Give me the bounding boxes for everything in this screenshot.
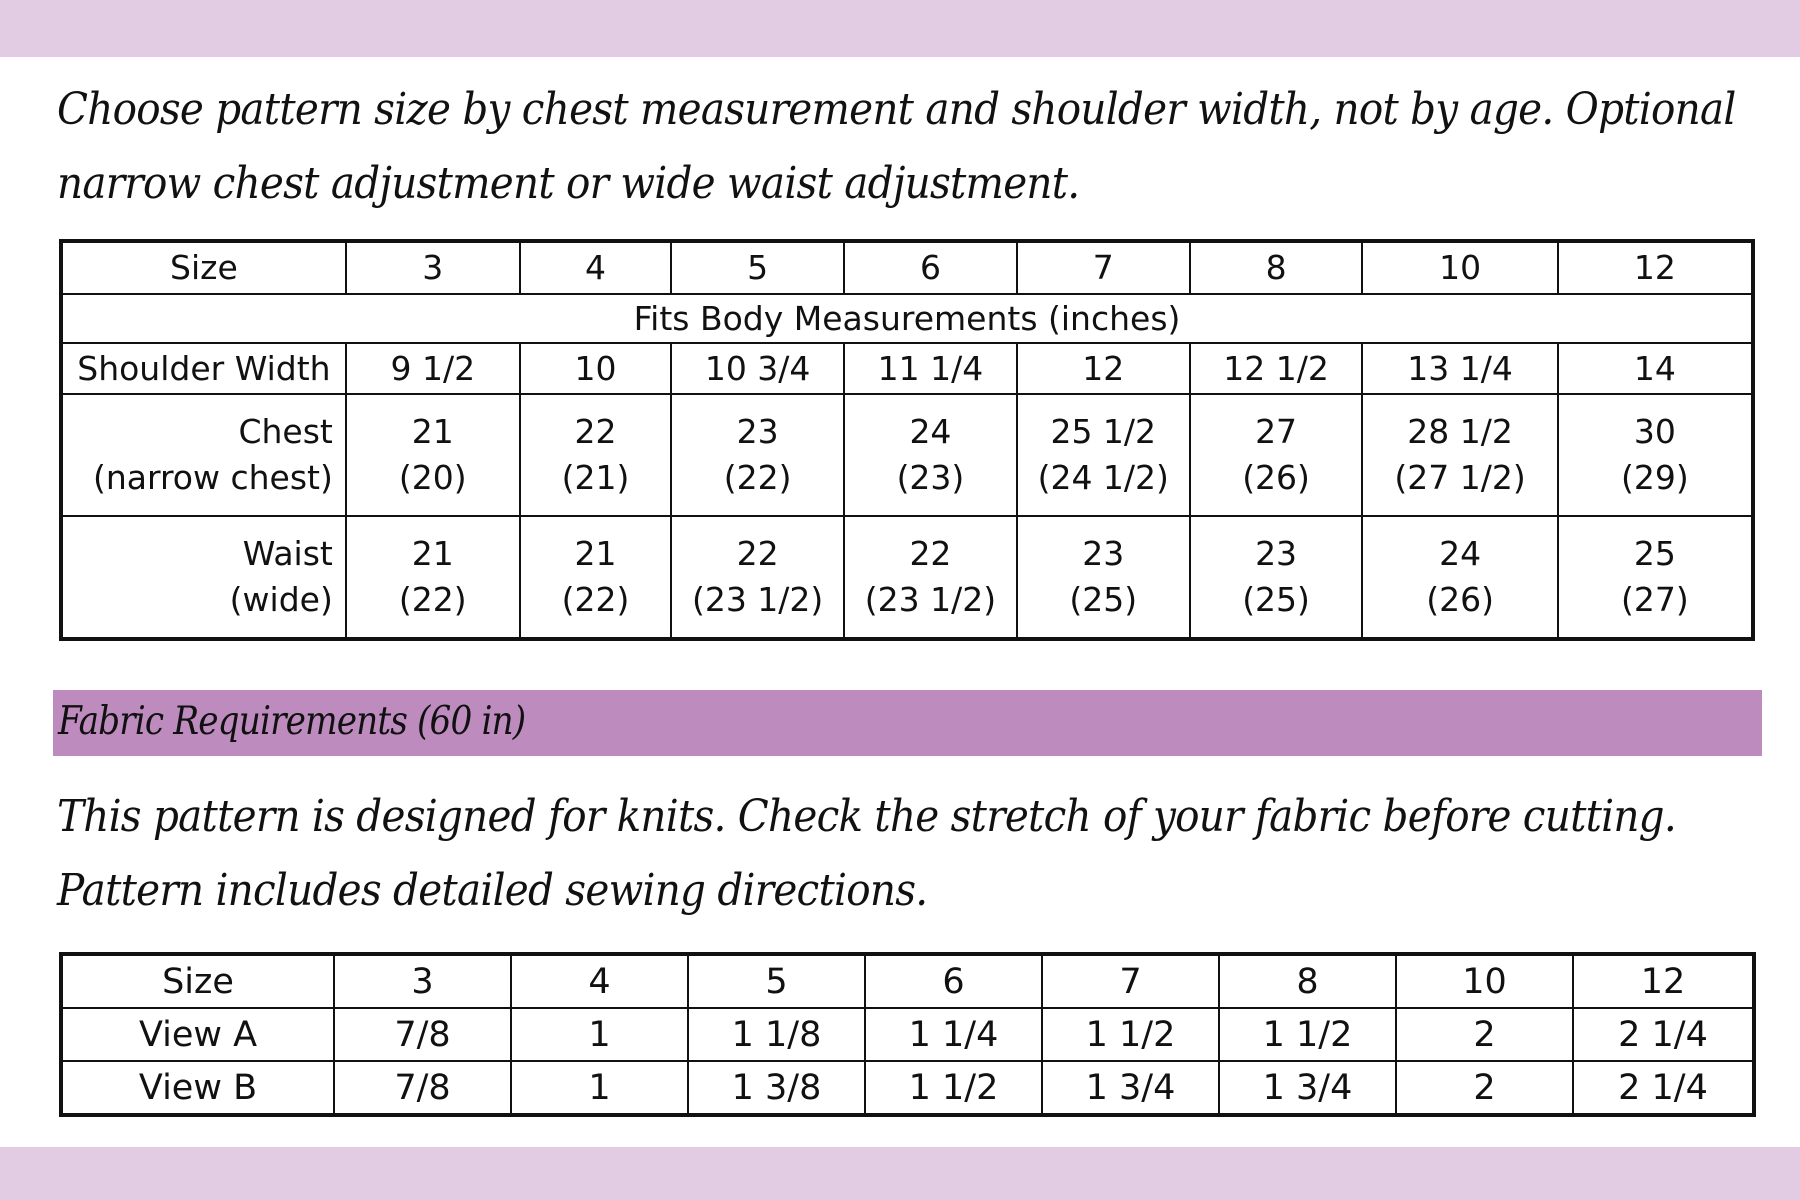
waist-cell: [1017, 516, 1190, 639]
top-band: [0, 0, 1800, 57]
shoulder-cell: 12 1/2: [1190, 343, 1363, 394]
size-cell: 7: [1017, 241, 1190, 294]
chest-value: 27: [1255, 412, 1298, 451]
chest-cell: [1017, 394, 1190, 516]
fabric-size-cell: 4: [511, 954, 688, 1008]
wide-waist-value: (23 1/2): [864, 580, 997, 619]
waist-label-cell: [61, 516, 346, 639]
view-b-cell: 1 1/2: [865, 1061, 1042, 1115]
wide-waist-value: (22): [398, 580, 467, 619]
waist-cell: [1362, 516, 1557, 639]
narrow-chest-value: (23): [896, 458, 965, 497]
shoulder-cell: 11 1/4: [844, 343, 1017, 394]
chest-cell: [1362, 394, 1557, 516]
fabric-requirements-heading-bar: [53, 690, 1762, 756]
wide-waist-label: (wide): [229, 580, 333, 619]
narrow-chest-value: (20): [398, 458, 467, 497]
narrow-chest-value: (22): [723, 458, 792, 497]
notes-line-1: This pattern is designed for knits. Check the stretch of your fabric before cutting.: [57, 791, 1676, 842]
fabric-size-cell: 7: [1042, 954, 1219, 1008]
view-b-cell: 1 3/4: [1042, 1061, 1219, 1115]
fabric-size-cell: 8: [1219, 954, 1396, 1008]
fabric-size-header-label: Size: [61, 954, 334, 1008]
view-b-cell: 2: [1396, 1061, 1573, 1115]
size-cell: 3: [346, 241, 520, 294]
chest-cell: [520, 394, 671, 516]
view-a-cell: 1 1/8: [688, 1008, 865, 1061]
body-measurements-table: [59, 239, 1755, 641]
view-a-label: View A: [61, 1008, 334, 1061]
waist-label: Waist: [242, 534, 333, 573]
bottom-band: [0, 1147, 1800, 1200]
chest-label-cell: [61, 394, 346, 516]
view-a-cell: 1: [511, 1008, 688, 1061]
fabric-size-row: [61, 954, 1754, 1008]
chest-value: 24: [909, 412, 952, 451]
waist-cell: [520, 516, 671, 639]
chest-cell: [346, 394, 520, 516]
view-b-label: View B: [61, 1061, 334, 1115]
view-b-cell: 1: [511, 1061, 688, 1115]
wide-waist-value: (23 1/2): [691, 580, 824, 619]
narrow-chest-label: (narrow chest): [92, 458, 333, 497]
fabric-requirements-heading: Fabric Requirements (60 in): [58, 699, 526, 744]
waist-row: [61, 516, 1753, 639]
chest-cell: [1558, 394, 1753, 516]
shoulder-cell: 14: [1558, 343, 1753, 394]
shoulder-width-row: [61, 343, 1753, 394]
chest-cell: [844, 394, 1017, 516]
chest-cell: [671, 394, 844, 516]
view-a-cell: 7/8: [334, 1008, 511, 1061]
fabric-notes-text: [57, 780, 1676, 928]
fits-body-measurements-heading: Fits Body Measurements (inches): [61, 294, 1753, 343]
chest-row: [61, 394, 1753, 516]
narrow-chest-value: (26): [1242, 458, 1310, 497]
fabric-requirements-table: [59, 952, 1756, 1117]
fabric-size-cell: 10: [1396, 954, 1573, 1008]
narrow-chest-value: (27 1/2): [1394, 458, 1526, 497]
wide-waist-value: (22): [561, 580, 630, 619]
waist-value: 21: [574, 534, 617, 573]
intro-line-2: narrow chest adjustment or wide waist adjustment.: [57, 158, 1080, 209]
chest-value: 21: [411, 412, 454, 451]
view-b-cell: 7/8: [334, 1061, 511, 1115]
waist-value: 23: [1255, 534, 1298, 573]
size-cell: 5: [671, 241, 844, 294]
shoulder-cell: 10: [520, 343, 671, 394]
chest-value: 25 1/2: [1050, 412, 1157, 451]
shoulder-cell: 9 1/2: [346, 343, 520, 394]
chest-value: 28 1/2: [1407, 412, 1513, 451]
waist-value: 21: [411, 534, 454, 573]
view-a-cell: 1 1/2: [1219, 1008, 1396, 1061]
view-a-row: [61, 1008, 1754, 1061]
shoulder-cell: 13 1/4: [1362, 343, 1557, 394]
size-header-label: Size: [61, 241, 346, 294]
waist-cell: [1190, 516, 1363, 639]
notes-line-2: Pattern includes detailed sewing directions.: [57, 865, 928, 916]
narrow-chest-value: (24 1/2): [1037, 458, 1169, 497]
waist-value: 22: [736, 534, 779, 573]
shoulder-cell: 12: [1017, 343, 1190, 394]
fabric-size-cell: 6: [865, 954, 1042, 1008]
size-cell: 4: [520, 241, 671, 294]
chest-value: 22: [574, 412, 617, 451]
chest-value: 23: [736, 412, 779, 451]
waist-cell: [844, 516, 1017, 639]
waist-value: 22: [909, 534, 952, 573]
size-cell: 10: [1362, 241, 1557, 294]
intro-line-1: Choose pattern size by chest measurement and shoulder width, not by age. Optional: [57, 84, 1736, 135]
waist-cell: [1558, 516, 1753, 639]
shoulder-width-label: Shoulder Width: [61, 343, 346, 394]
shoulder-cell: 10 3/4: [671, 343, 844, 394]
fabric-size-cell: 3: [334, 954, 511, 1008]
wide-waist-value: (27): [1620, 580, 1689, 619]
waist-value: 25: [1633, 534, 1676, 573]
wide-waist-value: (25): [1069, 580, 1138, 619]
view-a-cell: 1 1/2: [1042, 1008, 1219, 1061]
wide-waist-value: (25): [1242, 580, 1310, 619]
size-cell: 6: [844, 241, 1017, 294]
waist-cell: [346, 516, 520, 639]
wide-waist-value: (26): [1426, 580, 1494, 619]
chest-value: 30: [1633, 412, 1676, 451]
size-cell: 12: [1558, 241, 1753, 294]
size-cell: 8: [1190, 241, 1363, 294]
chest-cell: [1190, 394, 1363, 516]
chest-label: Chest: [238, 412, 333, 451]
view-a-cell: 2: [1396, 1008, 1573, 1061]
view-b-cell: 1 3/4: [1219, 1061, 1396, 1115]
waist-value: 24: [1439, 534, 1482, 573]
view-b-cell: 2 1/4: [1573, 1061, 1754, 1115]
fabric-size-cell: 12: [1573, 954, 1754, 1008]
narrow-chest-value: (29): [1620, 458, 1689, 497]
intro-text: [57, 73, 1736, 221]
view-a-cell: 1 1/4: [865, 1008, 1042, 1061]
size-row: [61, 241, 1753, 294]
view-a-cell: 2 1/4: [1573, 1008, 1754, 1061]
waist-value: 23: [1082, 534, 1125, 573]
view-b-row: [61, 1061, 1754, 1115]
fits-row: [61, 294, 1753, 343]
waist-cell: [671, 516, 844, 639]
view-b-cell: 1 3/8: [688, 1061, 865, 1115]
narrow-chest-value: (21): [561, 458, 630, 497]
fabric-size-cell: 5: [688, 954, 865, 1008]
